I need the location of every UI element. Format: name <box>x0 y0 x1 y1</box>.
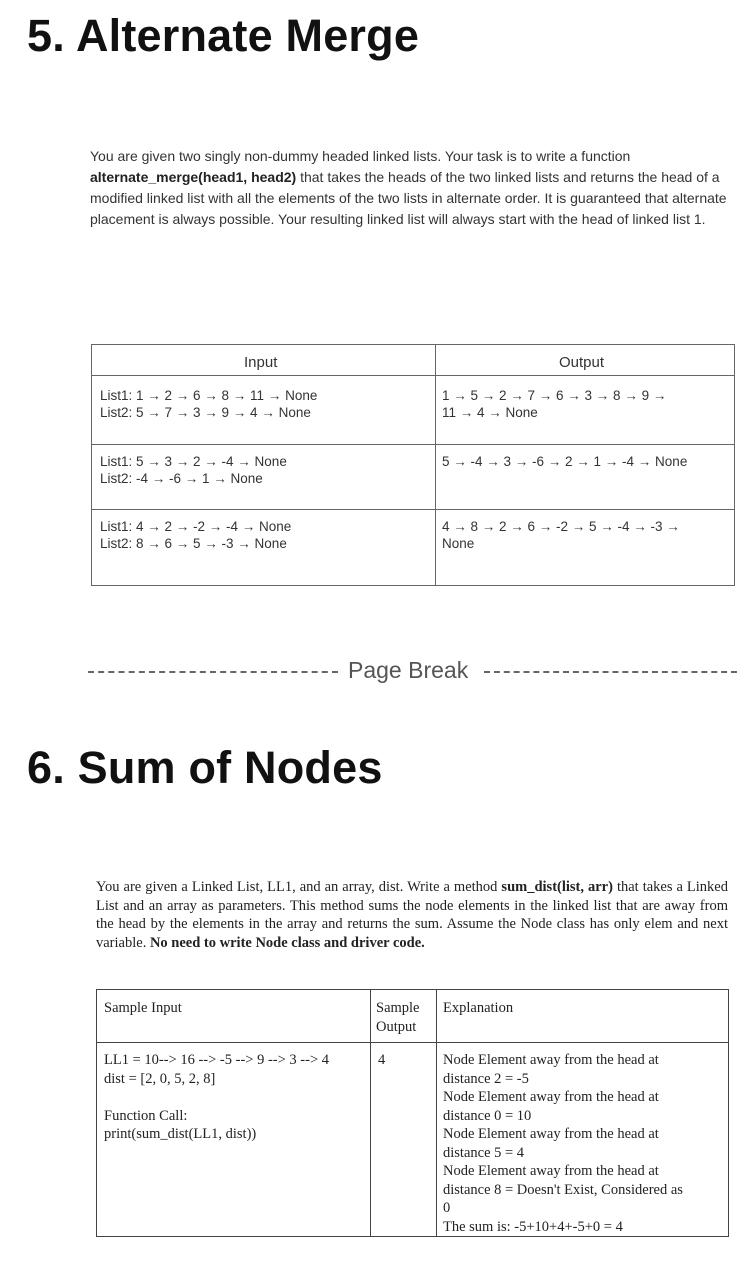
page-break-label: Page Break <box>348 657 469 683</box>
function-signature: alternate_merge(head1, head2) <box>90 169 297 185</box>
section-6-description: You are given a Linked List, LL1, and an array, dist. Write a method sum_dist(list, arr) that takes a Linked List and an array as parameters. This method sums the node elements in the linked list that are away from the head by the elements in the array and returns the sum. Assume the Node class has only elem and next variable. No need to write Node class and driver code. <box>96 879 728 951</box>
table-row: List1: 1 → 2 → 6 → 8 → 11 → None List2: 5 → 7 → 3 → 9 → 4 → None <box>100 388 318 420</box>
table-row-output: 4 → 8 → 2 → 6 → -2 → 5 → -4 → -3 → None <box>442 519 680 551</box>
explanation-cell: Node Element away from the head at distance 2 = -5 Node Element away from the head at distance 0 = 10 Node Element away from the head at distance 5 = 4 Node Element away from the head at distance 8 = Doesn't Exist, Considered as 0 The sum is: -5+10+4+-5+0 = 4 <box>443 1052 683 1235</box>
section-6-title: 6. Sum of Nodes <box>27 742 383 793</box>
note-bold: No need to write Node class and driver code. <box>149 934 425 951</box>
table-row-output: 5 → -4 → 3 → -6 → 2 → 1 → -4 → None <box>442 454 688 469</box>
table-row-output: 1 → 5 → 2 → 7 → 6 → 3 → 8 → 9 → 11 → 4 → None <box>442 388 667 420</box>
table-header-sample-input: Sample Input <box>104 1000 182 1016</box>
table-header-sample-output: Sample Output <box>376 1000 420 1035</box>
table-header-output: Output <box>559 354 605 371</box>
section-5-title: 5. Alternate Merge <box>27 10 420 61</box>
table-row: List1: 4 → 2 → -2 → -4 → None List2: 8 → 6 → 5 → -3 → None <box>100 519 292 551</box>
page-break-divider <box>88 657 737 687</box>
table-row: List1: 5 → 3 → 2 → -4 → None List2: -4 → -6 → 1 → None <box>100 454 287 486</box>
table-header-explanation: Explanation <box>443 1000 514 1016</box>
sample-input-cell: LL1 = 10--> 16 --> -5 --> 9 --> 3 --> 4 dist = [2, 0, 5, 2, 8] Function Call: print(sum_dist(LL1, dist)) <box>104 1052 330 1142</box>
table-header-input: Input <box>244 354 278 371</box>
alternate-merge-table <box>91 344 735 586</box>
function-signature: sum_dist(list, arr) <box>501 879 613 895</box>
section-5-description: You are given two singly non-dummy headed linked lists. Your task is to write a function alternate_merge(head1, head2) that takes the heads of the two linked lists and returns the head of a modified linked list with all the elements of the two lists in alternate order. It is guaranteed that alternate placement is always possible. Your resulting linked list will always start with the head of linked list 1. <box>90 148 727 227</box>
sum-of-nodes-table <box>96 989 729 1237</box>
sample-output-cell: 4 <box>378 1052 386 1068</box>
